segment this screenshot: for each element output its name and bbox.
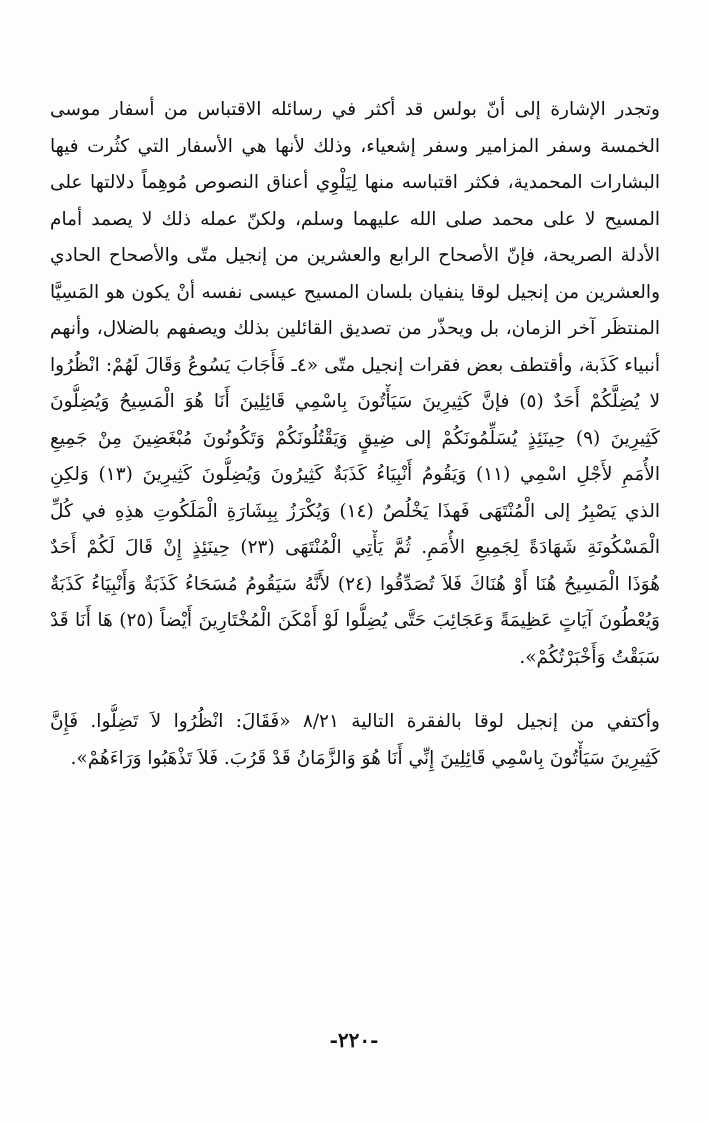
text-line: كَثِيرِينَ سَيَأْتُونَ بِاسْمِي قَائِلِينَ إِنِّي أَنَا هُوَ وَالزَّمَانُ قَدْ قَرُبَ. فَلاَ تَذْهَبُوا وَرَاءَهُمْ».	[70, 747, 660, 769]
text-line: كَثِيرِينَ (٩) حِينَئِذٍ يُسَلِّمُونَكُمْ إلى ضِيقٍ وَيَقْتُلُونَكُمْ وَتَكُونُونَ مُبْغَضِينَ مِنْ جَمِيعِ	[50, 427, 660, 449]
text-line: وتجدر الإشارة إلى أنّ بولس قد أكثر في رسائله الاقتباس من أسفار موسى	[50, 99, 660, 120]
text-line: لا يُضِلَّكُمْ أَحَدٌ (٥) فإنَّ كَثِيرِينَ سَيَأْتُونَ بِاسْمِي قَائِلِينَ أَنَا هُوَ الْمَسِيحُ وَيُضِلُّونَ	[50, 391, 660, 412]
text-line: والعشرين من إنجيل لوقا ينفيان بلسان المسيح عيسى نفسه أنْ يكون هو المَسِيَّا	[50, 281, 660, 303]
body-paragraph	[50, 92, 660, 676]
text-line: الذي يَصْبِرُ إلى الْمُنْتَهَى فَهذَا يَخْلُصُ (١٤) وَيُكْرَزُ بِبِشَارَةِ الْمَلَكُوتِ هذِهِ في كُلِّ	[50, 500, 660, 522]
body-paragraph	[50, 704, 660, 777]
text-line: البشارات المحمدية، فكثر اقتباسه منها لِيَلْوِي أعناق النصوص مُوهِماً دلالتها على	[50, 172, 660, 193]
text-line: وأكتفي من إنجيل لوقا بالفقرة التالية ٨/٢١ «فَقَالَ: انْظُرُوا لاَ تَضِلُّوا. فَإِنَّ	[50, 711, 660, 732]
text-line: المنتظَر آخر الزمان، بل ويحذّر من تصديق القائلين بذلك ويصفهم بالضلال، وأنهم	[50, 318, 660, 339]
text-line: هُوَذَا الْمَسِيحُ هُنَا أَوْ هُنَاكَ فَلاَ تُصَدِّقُوا (٢٤) لأَنَّهُ سَيَقُومُ مُسَحَاءُ كَذَبَةٌ وَأَنْبِيَاءُ كَذَبَةٌ	[50, 573, 660, 595]
text-line: سَبَقْتُ وَأَخْبَرْتُكُمْ».	[519, 646, 660, 668]
page-number: -٢٢٠-	[329, 1028, 379, 1052]
text-line: المسيح لا على محمد صلى الله عليهما وسلم، ولكنّ عمله ذلك لا يصمد أمام	[50, 208, 660, 230]
text-line: الْمَسْكُونَةِ شَهَادَةً لِجَمِيعِ الأُمَمِ. ثُمَّ يَأْتِي الْمُنْتَهَى (٢٣) حِينَئِذٍ إِنْ قَالَ لَكُمْ أَحَدٌ	[50, 537, 660, 558]
text-line: الخمسة وسفر المزامير وسفر إشعياء، وذلك لأنها هي الأسفار التي كثُرت فيها	[50, 135, 660, 157]
text-line: الأدلة الصريحة، فإنّ الأصحاح الرابع والعشرين من إنجيل متّى والأصحاح الحادي	[50, 245, 660, 266]
text-line: الأُمَمِ لأَجْلِ اسْمِي (١١) وَيَقُومُ أَنْبِيَاءُ كَذَبَةٌ كَثِيرُونَ وَيُضِلُّونَ كَثِيرِينَ (١٣) وَلكِنِ	[50, 464, 660, 485]
text-line: وَيُعْطُونَ آيَاتٍ عَظِيمَةً وَعَجَائِبَ حَتَّى يُضِلُّوا لَوْ أَمْكَنَ الْمُخْتَارِينَ أَيْضاً (٢٥) هَا أَنَا قَدْ	[50, 610, 660, 631]
text-line: أنبياء كَذَبة، وأقتطف بعض فقرات إنجيل متّى «٤ـ فَأَجَابَ يَسُوعُ وَقَالَ لَهُمْ: انْظُرُوا	[50, 354, 660, 376]
